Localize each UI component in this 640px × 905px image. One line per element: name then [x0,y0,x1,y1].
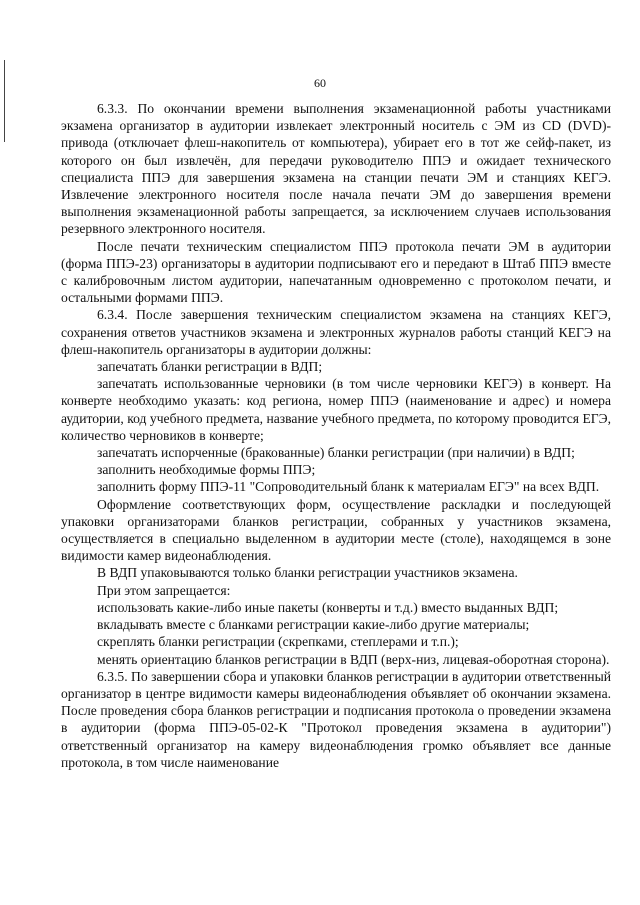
list-item: использовать какие-либо иные пакеты (конверты и т.д.) вместо выданных ВДП; [97,599,559,615]
page-number: 60 [314,76,326,90]
margin-rule [4,60,5,142]
list-item: запечатать использованные черновики (в том числе черновики КЕГЭ) в конверт. На конверте необходимо указать: код региона, номер ППЭ (наименование и адрес) и номера аудитории, код учебного предмета, название учебного предмета, по которому проводится ЕГЭ, количество черновиков в конверте; [61,376,611,443]
list-item: менять ориентацию бланков регистрации в ВДП (верх-низ, лицевая-оборотная сторона). [97,651,610,667]
list-item: запечатать испорченные (бракованные) бланки регистрации (при наличии) в ВДП; [97,445,575,461]
list-item: заполнить необходимые формы ППЭ; [97,462,316,478]
list-item: запечатать бланки регистрации в ВДП; [97,359,323,375]
list-item: заполнить форму ППЭ-11 "Сопроводительный бланк к материалам ЕГЭ" на всех ВДП. [97,479,600,495]
paragraph-prohibited: При этом запрещается: [97,582,231,598]
paragraph-6-3-5: 6.3.5. По завершении сбора и упаковки бланков регистрации в аудитории ответственный организатор в центре видимости камеры видеонаблюдения объявляет об окончании экзамена. После проведения сбора бланков регистрации и подписания протокола о проведении экзамена в аудитории (форма ППЭ-05-02-К "Протокол проведения экзамена в аудитории") ответственный организатор на камеру видеонаблюдения громко объявляет все данные протокола, в том числе наименование [61,668,611,770]
paragraph-vdp-only: В ВДП упаковываются только бланки регистрации участников экзамена. [97,565,518,581]
list-item: скреплять бланки регистрации (скрепками, степлерами и т.п.); [97,634,459,650]
list-item: вкладывать вместе с бланками регистрации какие-либо другие материалы; [97,617,530,633]
paragraph-6-3-3: 6.3.3. По окончании времени выполнения экзаменационной работы участниками экзамена организатор в аудитории извлекает электронный носитель с ЭМ из CD (DVD)-привода (отключает флеш-накопитель от компьютера), убирает его в тот же сейф-пакет, из которого он был извлечён, для передачи руководителю ППЭ и ожидает технического специалиста ППЭ для завершения экзамена на станции печати ЭМ и станциях КЕГЭ. Извлечение электронного носителя после начала печати ЭМ до завершения времени выполнения экзаменационной работы запрещается, за исключением случаев использования резервного электронного носителя. [61,101,611,237]
paragraph-protocol-printing: После печати техническим специалистом ППЭ протокола печати ЭМ в аудитории (форма ППЭ-23) организаторы в аудитории подписывают его и передают в Штаб ППЭ вместе с калибровочным листом аудитории, напечатанным одновременно с протоколом печати, и остальными формами ППЭ. [61,238,611,306]
paragraph-forms-packing: Оформление соответствующих форм, осуществление раскладки и последующей упаковки организаторами бланков регистрации, собранных у участников экзамена, осуществляется в специально выделенном в аудитории месте (столе), находящемся в зоне видимости камер видеонаблюдения. [61,496,611,564]
body-text [61,100,611,771]
paragraph-6-3-4: 6.3.4. После завершения техническим специалистом экзамена на станциях КЕГЭ, сохранения ответов участников экзамена и электронных журналов работы станций КЕГЭ на флеш-накопитель организаторы в аудитории должны: [61,307,611,357]
